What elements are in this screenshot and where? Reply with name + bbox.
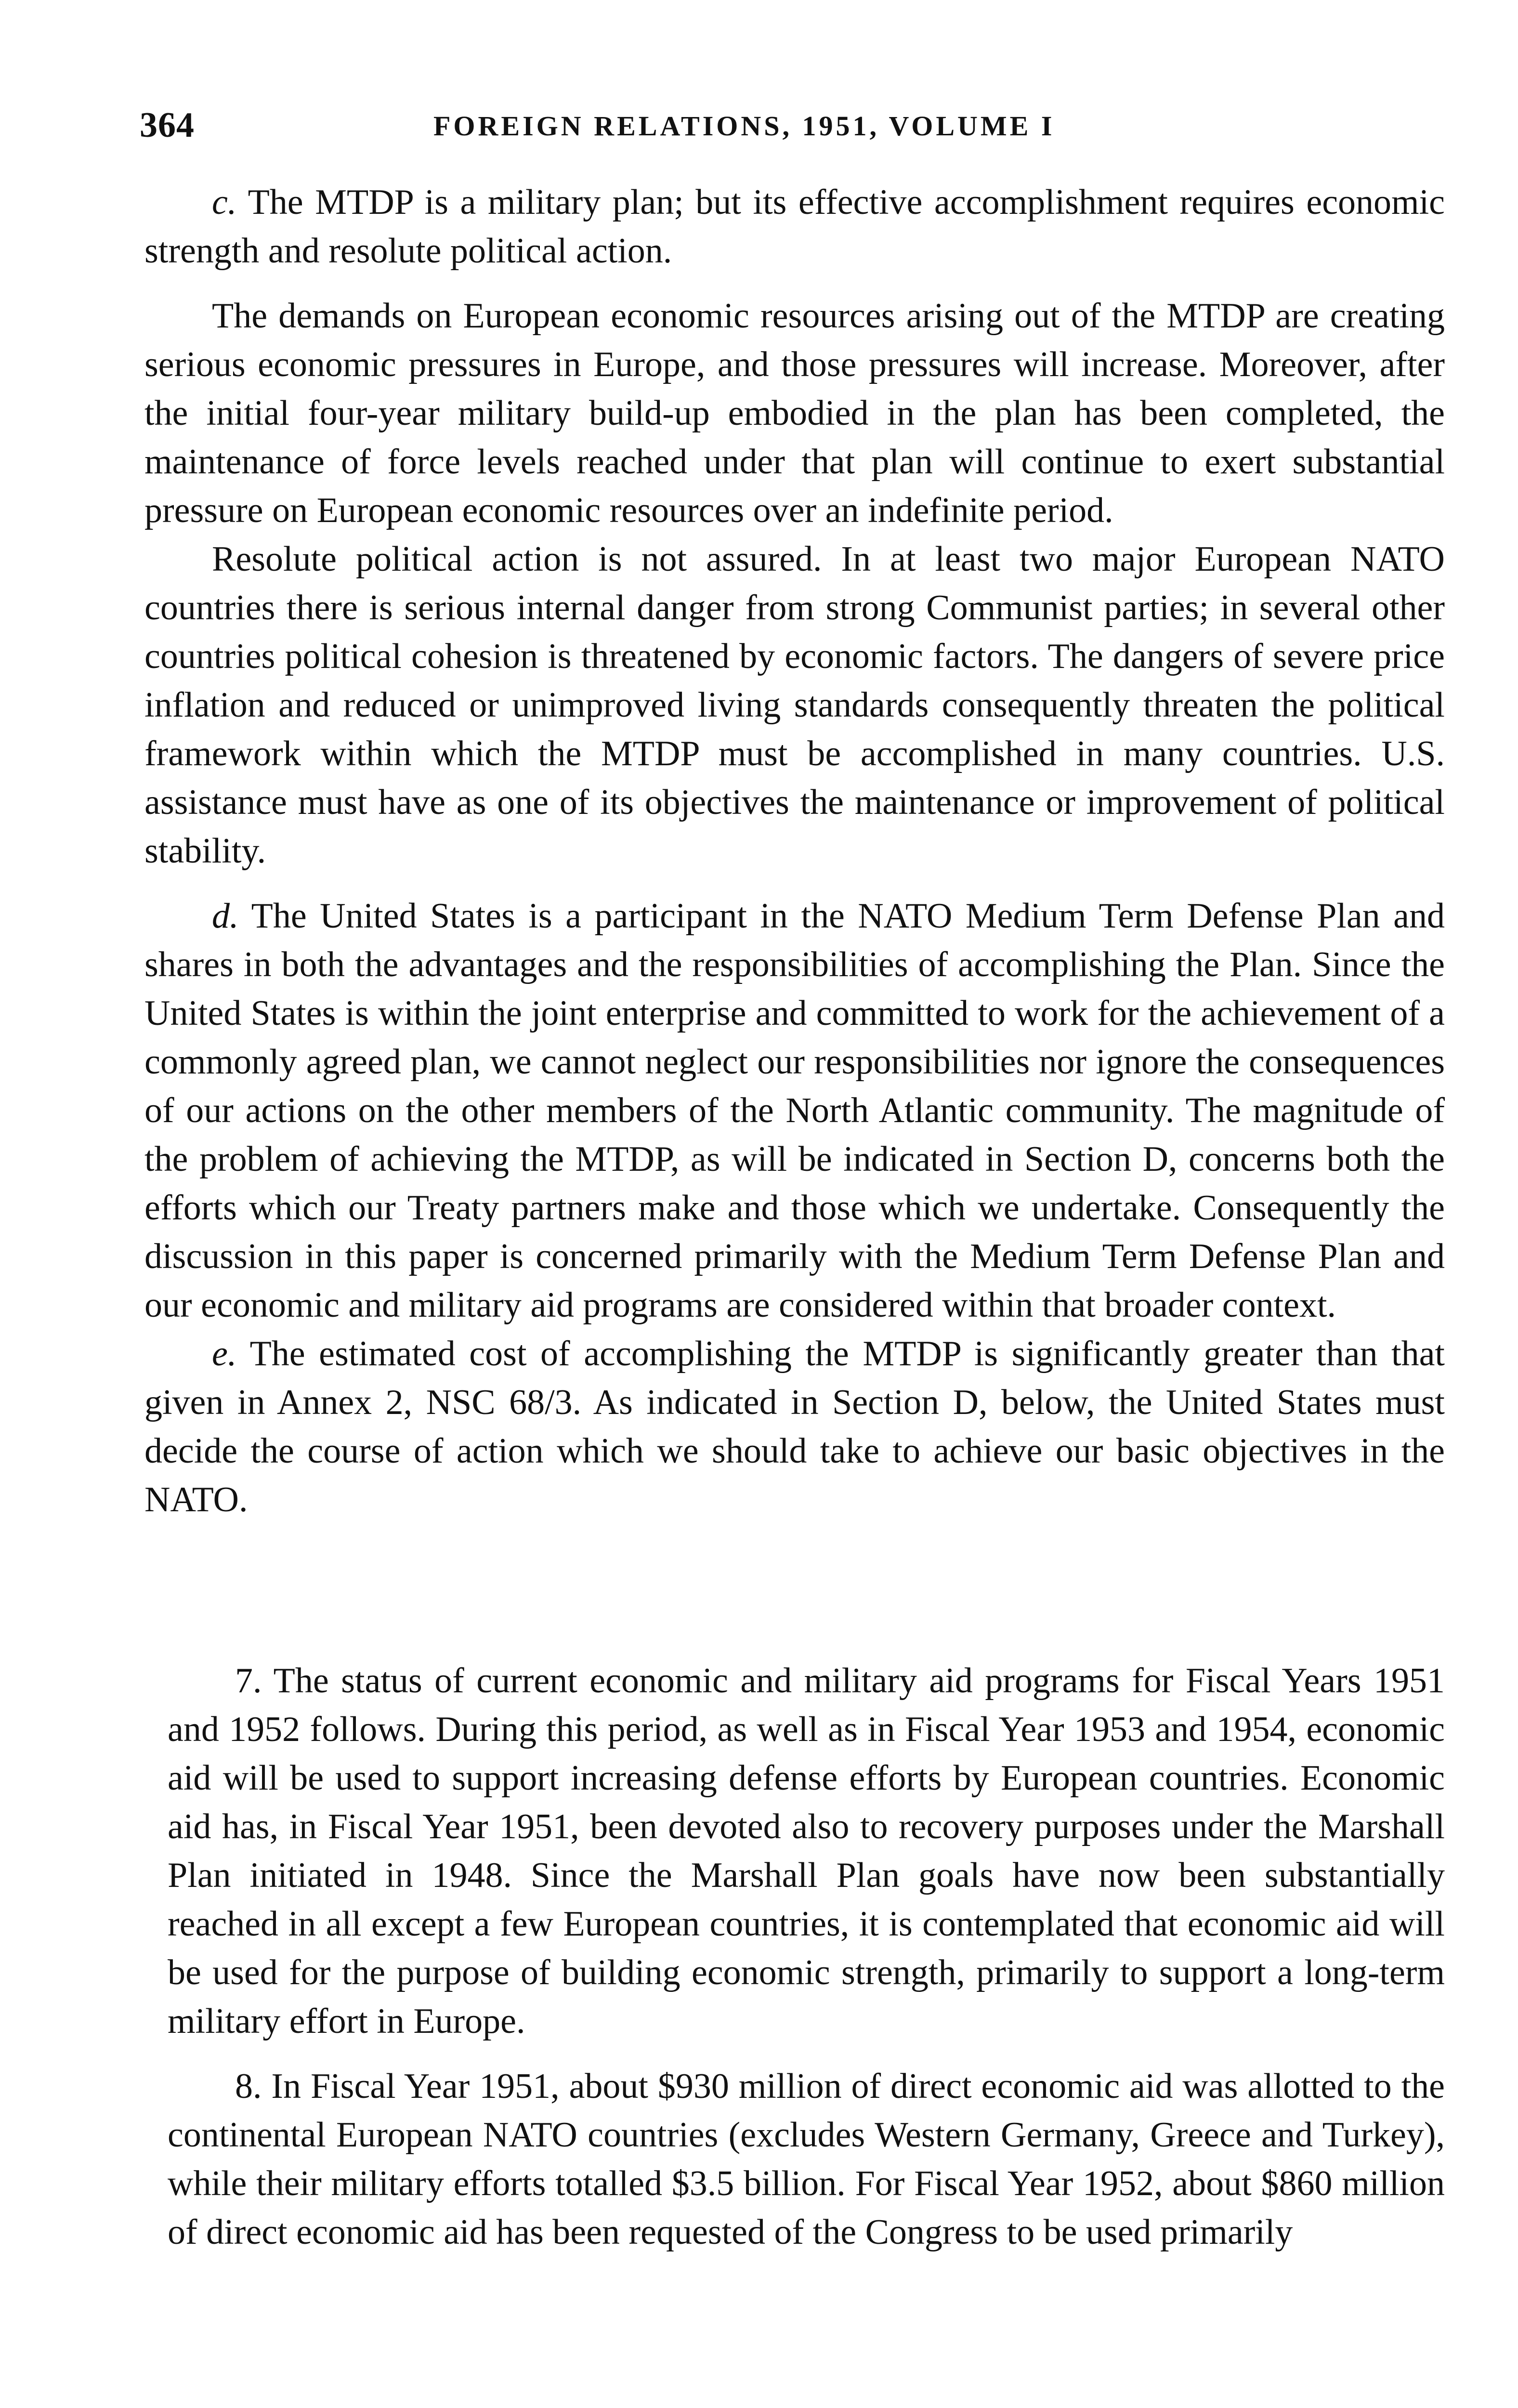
body-text-lower xyxy=(168,1657,1445,2257)
body-text-upper xyxy=(144,178,1445,1524)
paragraph-7 xyxy=(168,1657,1445,2046)
running-title: FOREIGN RELATIONS, 1951, VOLUME I xyxy=(433,110,1055,142)
page-number: 364 xyxy=(140,105,195,145)
running-head xyxy=(140,105,1450,158)
paragraph-economic-demands xyxy=(144,292,1445,535)
paragraph-e xyxy=(144,1330,1445,1524)
paragraph-label: d. xyxy=(212,896,239,936)
paragraph-political-action xyxy=(144,535,1445,876)
paragraph-text: 8. In Fiscal Year 1951, about $930 million of direct economic aid was allotted to the continental European NATO countries (excludes Western Germany, Greece and Turkey), while their military efforts totalled $3.5 billion. For Fiscal Year 1952, about $860 million of direct economic aid has been requested of the Congress to be used primarily xyxy=(168,2067,1445,2252)
paragraph-c xyxy=(144,178,1445,275)
paragraph-label: c. xyxy=(212,183,237,222)
paragraph-text: The demands on European economic resources arising out of the MTDP are creating serious economic pressures in Europe, and those pressures will increase. Moreover, after the initial four-year military build-up embodied in the plan has been completed, the maintenance of force levels reached under that plan will continue to exert substantial pressure on European economic resources over an indefinite period. xyxy=(144,296,1445,530)
paragraph-d xyxy=(144,892,1445,1330)
paragraph-label: e. xyxy=(212,1334,237,1374)
paragraph-text: The estimated cost of accomplishing the MTDP is significantly greater than that given in Annex 2, NSC 68/3. As indicated in Section D, below, the United States must decide the course of action which we should take to achieve our basic objectives in the NATO. xyxy=(144,1334,1445,1519)
paragraph-8 xyxy=(168,2062,1445,2257)
paragraph-text: Resolute political action is not assured. In at least two major European NATO countries there is serious internal danger from strong Communist parties; in several other countries political cohesion is threatened by economic factors. The dangers of severe price inflation and reduced or unimproved living standards consequently threaten the political framework within which the MTDP must be accomplished in many countries. U.S. assistance must have as one of its objectives the maintenance or improvement of political stability. xyxy=(144,539,1445,871)
paragraph-text: 7. The status of current economic and military aid programs for Fiscal Years 1951 and 1952 follows. During this period, as well as in Fiscal Year 1953 and 1954, economic aid will be used to support increasing defense efforts by European countries. Economic aid has, in Fiscal Year 1951, been devoted also to recovery purposes under the Marshall Plan initiated in 1948. Since the Marshall Plan goals have now been substantially reached in all except a few European countries, it is contemplated that economic aid will be used for the purpose of building economic strength, primarily to support a long-term military effort in Europe. xyxy=(168,1661,1445,2041)
paragraph-text: The United States is a participant in the NATO Medium Term Defense Plan and shares in both the advantages and the responsibilities of accomplishing the Plan. Since the United States is within the joint enterprise and committed to work for the achievement of a commonly agreed plan, we cannot neglect our responsibilities nor ignore the consequences of our actions on the other members of the North Atlantic community. The magnitude of the problem of achieving the MTDP, as will be indicated in Section D, concerns both the efforts which our Treaty partners make and those which we undertake. Consequently the discussion in this paper is concerned primarily with the Medium Term Defense Plan and our economic and military aid programs are considered within that broader context. xyxy=(144,896,1445,1325)
paragraph-text: The MTDP is a military plan; but its effective accomplishment requires economic strength and resolute political action. xyxy=(144,183,1445,271)
